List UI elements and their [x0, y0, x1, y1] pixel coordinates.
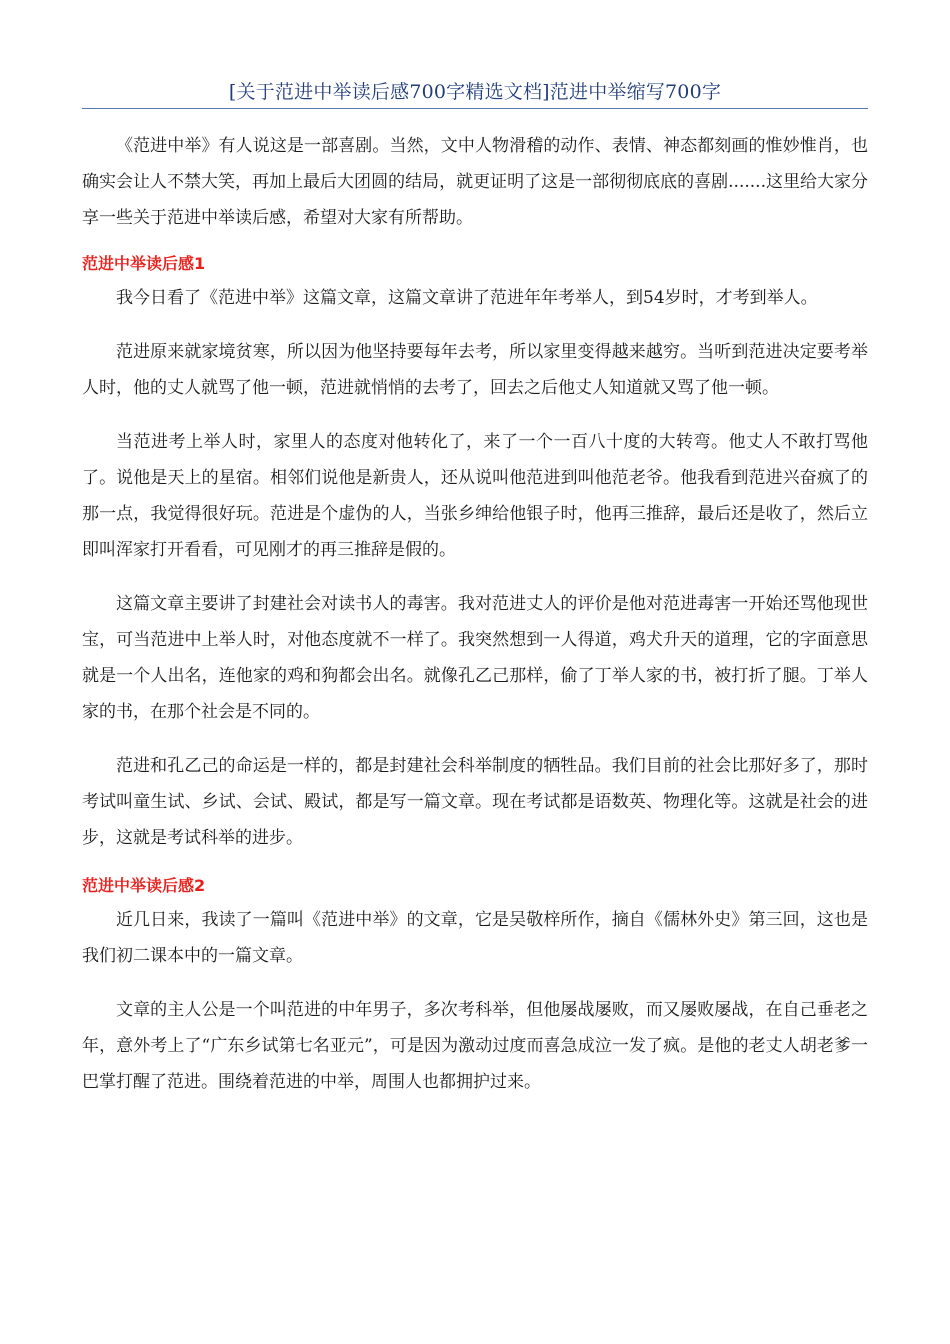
section1-paragraph-2: 范进原来就家境贫寒，所以因为他坚持要每年去考，所以家里变得越来越穷。当听到范进决定要考举人时，他的丈人就骂了他一顿，范进就悄悄的去考了，回去之后他丈人知道就又骂了他一顿。	[82, 342, 868, 398]
document-title: [关于范进中举读后感700字精选文档]范进中举缩写700字	[228, 81, 722, 103]
section1-paragraph-4: 这篇文章主要讲了封建社会对读书人的毒害。我对范进丈人的评价是他对范进毒害一开始还骂他现世宝，可当范进中上举人时，对他态度就不一样了。我突然想到一人得道，鸡犬升天的道理，它的字面意思就是一个人出名，连他家的鸡和狗都会出名。就像孔乙己那样，偷了丁举人家的书，被打折了腿。丁举人家的书，在那个社会是不同的。	[82, 594, 868, 722]
section1-paragraph-1: 我今日看了《范进中举》这篇文章，这篇文章讲了范进年年考举人，到54岁时，才考到举人。	[116, 288, 818, 308]
document-body	[82, 128, 868, 1100]
section1-paragraph-5: 范进和孔乙己的命运是一样的，都是封建社会科举制度的牺牲品。我们目前的社会比那好多了，那时考试叫童生试、乡试、会试、殿试，都是写一篇文章。现在考试都是语数英、物理化等。这就是社会的进步，这就是考试科举的进步。	[82, 756, 868, 848]
intro-paragraph: 《范进中举》有人说这是一部喜剧。当然，文中人物滑稽的动作、表情、神态都刻画的惟妙惟肖，也确实会让人不禁大笑，再加上最后大团圆的结局，就更证明了这是一部彻彻底底的喜剧.......这里给大家分享一些关于范进中举读后感，希望对大家有所帮助。	[82, 136, 868, 228]
section-heading-2: 范进中举读后感2	[82, 876, 206, 895]
section-heading-1: 范进中举读后感1	[82, 254, 206, 273]
section2-paragraph-2: 文章的主人公是一个叫范进的中年男子，多次考科举，但他屡战屡败，而又屡败屡战，在自己垂老之年，意外考上了“广东乡试第七名亚元”，可是因为激动过度而喜急成泣一发了疯。是他的老丈人胡老爹一巴掌打醒了范进。围绕着范进的中举，周围人也都拥护过来。	[82, 1000, 868, 1092]
section1-paragraph-3: 当范进考上举人时，家里人的态度对他转化了，来了一个一百八十度的大转弯。他丈人不敢打骂他了。说他是天上的星宿。相邻们说他是新贵人，还从说叫他范进到叫他范老爷。他我看到范进兴奋疯了的那一点，我觉得很好玩。范进是个虚伪的人，当张乡绅给他银子时，他再三推辞，最后还是收了，然后立即叫浑家打开看看，可见刚才的再三推辞是假的。	[82, 432, 868, 560]
header-divider	[82, 108, 868, 109]
section2-paragraph-1: 近几日来，我读了一篇叫《范进中举》的文章，它是吴敬梓所作，摘自《儒林外史》第三回，这也是我们初二课本中的一篇文章。	[82, 910, 868, 966]
